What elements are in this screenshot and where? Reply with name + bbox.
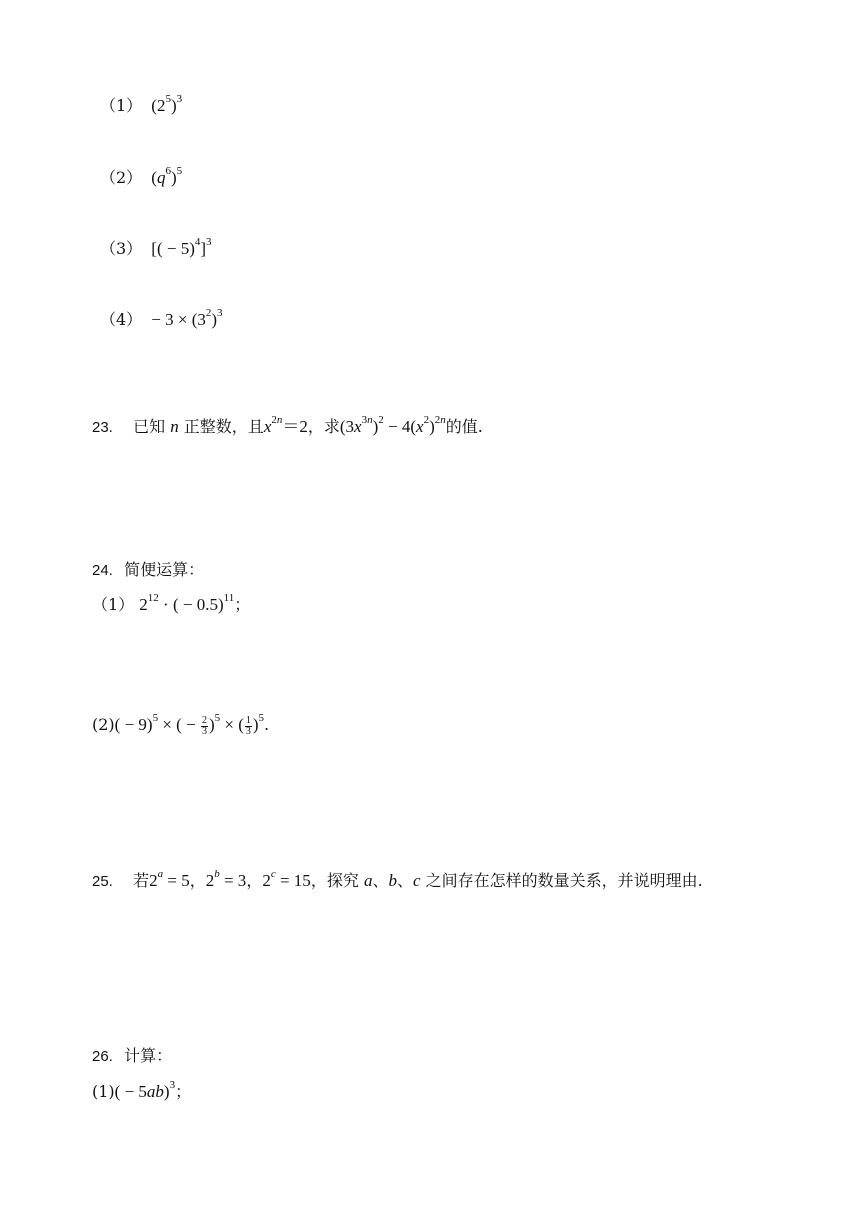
question-25-comma-2: ， <box>246 871 263 890</box>
question-23-text-1: 已知 <box>133 417 166 436</box>
question-24-item-1-expression: $2^{12}$ · ( − 0.5)$^{11}$ <box>139 592 235 614</box>
q22-item-1-expression: $(2^5)^3$ <box>151 93 183 115</box>
question-26 <box>92 1044 172 1069</box>
fraction-one-third: $\frac{1}{3}$ <box>245 714 251 737</box>
question-25-text-1: 若 <box>133 871 150 890</box>
question-24-item-2-end: . <box>264 715 270 734</box>
question-25 <box>92 869 703 894</box>
q22-item-3-label: （3） <box>100 239 143 258</box>
question-25-condition-3: $2^c = 15$ <box>262 868 311 890</box>
question-23 <box>92 415 483 440</box>
question-23-text-3: ，求 <box>307 417 340 436</box>
question-25-condition-2: $2^b = 3$ <box>205 868 247 890</box>
q22-item-3 <box>100 237 212 261</box>
question-25-comma-1: ， <box>189 871 206 890</box>
question-25-sep-2: 、 <box>396 871 413 890</box>
q22-item-1-label: （1） <box>100 96 143 115</box>
question-26-number: 26. <box>92 1048 113 1065</box>
q22-item-4-label: （4） <box>100 310 143 329</box>
question-23-number: 23. <box>92 419 113 436</box>
question-25-condition-1: $2^a = 5$ <box>149 868 190 890</box>
q22-item-4 <box>100 308 223 332</box>
question-24-title: 简便运算： <box>124 560 205 579</box>
question-23-expression: $(3x^{3n})^2 - 4(x^2)^{2n}$ <box>339 414 446 436</box>
question-26-item-1-label: (1) <box>92 1082 115 1101</box>
question-24-item-2-expression: ( − 9)$^5$ × ( − $\frac{2}{3}$ )$^5$ × ( $\frac{1}{3}$ )$^5$ <box>114 712 265 737</box>
question-24-item-2 <box>92 713 269 737</box>
question-25-var-a: a <box>363 871 373 890</box>
question-25-sep-1: 、 <box>372 871 389 890</box>
question-23-text-4: 的值. <box>445 417 483 436</box>
question-24-item-1-label: （1） <box>92 595 135 614</box>
question-24-item-2-label: (2) <box>92 715 115 734</box>
question-26-item-1-expression: ( − 5ab)$^3$ <box>114 1079 176 1101</box>
question-26-item-1 <box>92 1080 191 1104</box>
question-25-var-c: c <box>412 871 421 890</box>
q22-item-4-expression: − $3 \times (3^2)^3$ <box>151 307 223 329</box>
question-26-title: 计算： <box>124 1046 173 1065</box>
question-25-comma-3: ， <box>310 871 327 890</box>
question-25-text-3: 之间存在怎样的数量关系，并说明理由. <box>425 871 703 890</box>
question-26-item-1-end: ； <box>175 1082 192 1101</box>
question-25-text-2: 探究 <box>326 871 359 890</box>
q22-item-1 <box>100 94 182 118</box>
question-23-condition: $x^{2n}=2$ <box>263 414 308 436</box>
question-24 <box>92 558 204 583</box>
question-24-number: 24. <box>92 562 113 579</box>
q22-item-2-label: （2） <box>100 168 143 187</box>
question-23-var-n: n <box>170 417 179 436</box>
q22-item-3-expression: [( − 5)$^4$]$^3$ <box>151 236 212 258</box>
fraction-two-thirds: $\frac{2}{3}$ <box>201 714 207 737</box>
question-25-var-b: b <box>388 871 397 890</box>
question-24-item-1-end: ； <box>234 595 251 614</box>
question-24-item-1 <box>92 593 250 617</box>
question-25-number: 25. <box>92 873 113 890</box>
question-23-text-2: 正整数，且 <box>183 417 264 436</box>
q22-item-2-expression: $(q^6)^5$ <box>151 165 183 187</box>
q22-item-2 <box>100 166 182 190</box>
